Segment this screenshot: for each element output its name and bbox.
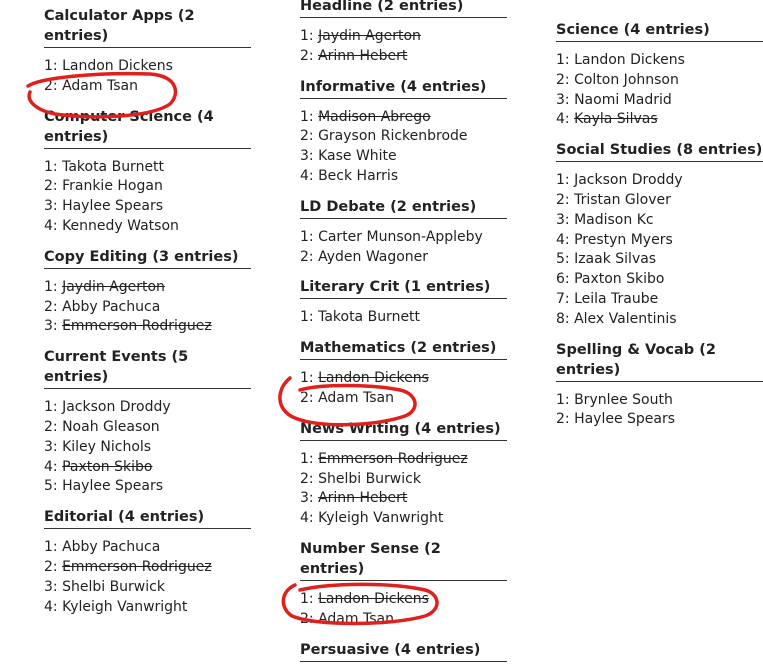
- entry-name-struck: Paxton Skibo: [62, 458, 153, 475]
- section-title: Computer Science (4 entries): [44, 107, 251, 149]
- section-title: Informative (4 entries): [300, 77, 507, 99]
- entry-row: [300, 47, 507, 67]
- entry-row: [44, 197, 251, 217]
- section-ld-debate: [300, 197, 507, 268]
- entry-number: 4:: [300, 167, 314, 184]
- section-title: Current Events (5 entries): [44, 347, 251, 389]
- entry-number: 5:: [44, 478, 58, 495]
- entry-row: [44, 77, 251, 97]
- entry-name-struck: Arinn Hebert: [318, 47, 408, 64]
- entry-row: [300, 147, 507, 167]
- entry-number: 3:: [300, 490, 314, 507]
- entry-name: Takota Burnett: [62, 158, 165, 175]
- entry-name-struck: Landon Dickens: [318, 590, 429, 607]
- section-headline: [300, 0, 507, 67]
- entry-name: Takota Burnett: [318, 309, 421, 326]
- column-2: [300, 0, 507, 671]
- entry-number: 2:: [556, 71, 570, 88]
- entry-number: 3:: [44, 318, 58, 335]
- entry-number: 1:: [300, 228, 314, 245]
- entry-row: [556, 91, 763, 111]
- entry-row: [556, 191, 763, 211]
- entry-number: 1:: [300, 370, 314, 387]
- entry-name-struck: Madison Abrego: [318, 108, 431, 125]
- entry-name-struck: Jaydin Agerton: [62, 278, 165, 295]
- entry-number: 1:: [44, 399, 58, 416]
- entry-name-struck: Landon Dickens: [318, 370, 429, 387]
- entry-name: Frankie Hogan: [62, 178, 163, 195]
- entry-name: Kennedy Watson: [62, 217, 179, 234]
- entry-name: Kyleigh Vanwright: [318, 510, 444, 527]
- entry-row: [44, 458, 251, 478]
- section-title: Editorial (4 entries): [44, 507, 251, 529]
- section-computer-science: [44, 107, 251, 237]
- entry-row: [300, 450, 507, 470]
- section-literary-crit: [300, 277, 507, 328]
- entry-name: Kase White: [318, 148, 397, 165]
- entry-name-struck: Emmerson Rodriguez: [318, 450, 468, 467]
- entry-name: Izaak Silvas: [574, 251, 657, 268]
- column-3: [556, 10, 763, 438]
- section-social-studies: [556, 140, 763, 329]
- entry-row: [300, 470, 507, 490]
- entry-number: 4:: [44, 217, 58, 234]
- entry-number: 2:: [300, 610, 314, 627]
- section-copy-editing: [44, 247, 251, 337]
- entry-number: 1:: [556, 52, 570, 68]
- entry-row: [556, 391, 763, 411]
- entry-name: Haylee Spears: [62, 198, 164, 215]
- entry-row: [44, 317, 251, 337]
- entry-name: Paxton Skibo: [574, 271, 665, 288]
- entry-number: 4:: [300, 510, 314, 527]
- entry-row: [44, 278, 251, 298]
- section-news-writing: [300, 419, 507, 529]
- entry-number: 4:: [44, 598, 58, 615]
- entry-row: [556, 71, 763, 91]
- section-calculator-apps: [44, 6, 251, 97]
- section-current-events: [44, 347, 251, 497]
- entry-number: 5:: [556, 251, 570, 268]
- entry-number: 2:: [300, 47, 314, 64]
- entry-number: 1:: [44, 278, 58, 295]
- entry-name: Haylee Spears: [62, 478, 164, 495]
- entry-name: Abby Pachuca: [62, 298, 161, 315]
- entry-name: Alex Valentinis: [574, 310, 677, 327]
- entry-number: 2:: [44, 77, 58, 94]
- entry-number: 1:: [300, 450, 314, 467]
- entry-number: 2:: [44, 558, 58, 575]
- entry-row: [556, 410, 763, 430]
- section-title: Copy Editing (3 entries): [44, 247, 251, 269]
- entry-row: [300, 369, 507, 389]
- entry-name: Prestyn Myers: [574, 231, 673, 248]
- entry-name: Shelbi Burwick: [318, 470, 421, 487]
- entry-row: [556, 110, 763, 130]
- entry-row: [300, 509, 507, 529]
- entry-row: [44, 538, 251, 558]
- entry-row: [44, 177, 251, 197]
- entry-row: [44, 158, 251, 178]
- entry-row: [556, 290, 763, 310]
- section-science: [556, 20, 763, 130]
- entry-number: 1:: [300, 590, 314, 607]
- entry-row: [44, 418, 251, 438]
- entry-row: [44, 477, 251, 497]
- section-title: Social Studies (8 entries): [556, 140, 763, 162]
- section-title: Persuasive (4 entries): [300, 640, 507, 662]
- section-number-sense: [300, 539, 507, 630]
- section-title: Mathematics (2 entries): [300, 338, 507, 360]
- entry-number: 3:: [300, 148, 314, 165]
- entry-number: 2:: [44, 418, 58, 435]
- entry-number: 2:: [44, 298, 58, 315]
- entry-name: Beck Harris: [318, 167, 399, 184]
- entry-name-struck: Jaydin Agerton: [318, 28, 421, 44]
- section-title: Literary Crit (1 entries): [300, 277, 507, 299]
- entry-name: Brynlee South: [574, 391, 673, 408]
- entry-number: 1:: [300, 108, 314, 125]
- section-title: Spelling & Vocab (2 entries): [556, 340, 763, 382]
- entry-number: 3:: [556, 211, 570, 228]
- section-title: Science (4 entries): [556, 20, 763, 42]
- entry-number: 1:: [556, 391, 570, 408]
- entry-name: Jackson Droddy: [574, 172, 683, 189]
- entry-row: [300, 610, 507, 630]
- entry-number: 2:: [556, 191, 570, 208]
- entry-name: Naomi Madrid: [574, 91, 672, 108]
- entry-number: 1:: [300, 309, 314, 326]
- entry-number: 2:: [44, 178, 58, 195]
- entry-row: [556, 250, 763, 270]
- entry-name: Noah Gleason: [62, 418, 160, 435]
- entry-number: 1:: [300, 28, 314, 44]
- section-title: Calculator Apps (2 entries): [44, 6, 251, 48]
- entry-number: 2:: [556, 411, 570, 428]
- entry-name: Colton Johnson: [574, 71, 679, 88]
- entry-row: [300, 167, 507, 187]
- entry-row: [44, 598, 251, 618]
- entry-number: 2:: [300, 128, 314, 145]
- entry-row: [300, 228, 507, 248]
- entry-name: Shelbi Burwick: [62, 578, 165, 595]
- entry-name: Landon Dickens: [62, 58, 173, 74]
- entry-name: Landon Dickens: [574, 52, 685, 68]
- entry-row: [556, 51, 763, 71]
- entry-row: [300, 108, 507, 128]
- entry-number: 7:: [556, 290, 570, 307]
- entry-name: Leila Traube: [574, 290, 659, 307]
- entry-row: [556, 171, 763, 191]
- entry-name: Ayden Wagoner: [318, 248, 429, 265]
- entry-row: [44, 558, 251, 578]
- column-1: [44, 0, 251, 625]
- entry-number: 6:: [556, 271, 570, 288]
- section-title: LD Debate (2 entries): [300, 197, 507, 219]
- entry-name-struck: Emmerson Rodriguez: [62, 558, 212, 575]
- entry-number: 1:: [44, 58, 58, 74]
- entry-name-struck: Emmerson Rodriguez: [62, 318, 212, 335]
- entry-row: [44, 217, 251, 237]
- entry-row: [556, 310, 763, 330]
- section-title: Headline (2 entries): [300, 0, 507, 18]
- entry-name: Madison Kc: [574, 211, 654, 228]
- entry-row: [300, 590, 507, 610]
- section-persuasive: [300, 640, 507, 662]
- entry-row: [300, 248, 507, 268]
- entry-row: [300, 308, 507, 328]
- entry-name: Carter Munson-Appleby: [318, 228, 483, 245]
- entry-name: Haylee Spears: [574, 411, 676, 428]
- entry-row: [44, 438, 251, 458]
- entry-number: 3:: [556, 91, 570, 108]
- entry-number: 8:: [556, 310, 570, 327]
- entry-row: [556, 231, 763, 251]
- entry-number: 2:: [300, 389, 314, 406]
- entry-row: [44, 578, 251, 598]
- entry-number: 3:: [44, 438, 58, 455]
- entry-name-struck: Arinn Hebert: [318, 490, 408, 507]
- entry-number: 3:: [44, 198, 58, 215]
- entry-number: 4:: [556, 111, 570, 128]
- entry-name: Tristan Glover: [574, 191, 671, 208]
- section-title: Number Sense (2 entries): [300, 539, 507, 581]
- entry-name-struck: Kayla Silvas: [574, 111, 658, 128]
- section-mathematics: [300, 338, 507, 409]
- entry-name: Jackson Droddy: [62, 399, 171, 416]
- entry-row: [44, 298, 251, 318]
- entry-number: 3:: [44, 578, 58, 595]
- entry-name: Adam Tsan: [318, 389, 394, 406]
- entry-row: [556, 270, 763, 290]
- entry-row: [300, 389, 507, 409]
- entry-number: 1:: [44, 158, 58, 175]
- entry-row: [300, 27, 507, 47]
- entry-row: [44, 57, 251, 77]
- entry-number: 4:: [44, 458, 58, 475]
- entry-name: Abby Pachuca: [62, 539, 161, 556]
- entry-number: 4:: [556, 231, 570, 248]
- section-informative: [300, 77, 507, 187]
- entry-name: Kiley Nichols: [62, 438, 152, 455]
- section-editorial: [44, 507, 251, 617]
- section-title: News Writing (4 entries): [300, 419, 507, 441]
- entry-name: Adam Tsan: [318, 610, 394, 627]
- entry-row: [300, 127, 507, 147]
- entry-number: 2:: [300, 470, 314, 487]
- entry-row: [44, 398, 251, 418]
- entry-number: 2:: [300, 248, 314, 265]
- entry-row: [556, 211, 763, 231]
- entry-number: 1:: [556, 172, 570, 189]
- entry-row: [300, 489, 507, 509]
- entry-number: 1:: [44, 539, 58, 556]
- entry-name: Grayson Rickenbrode: [318, 128, 468, 145]
- entry-name: Adam Tsan: [62, 77, 138, 94]
- entry-name: Kyleigh Vanwright: [62, 598, 188, 615]
- section-spelling-vocab: [556, 340, 763, 431]
